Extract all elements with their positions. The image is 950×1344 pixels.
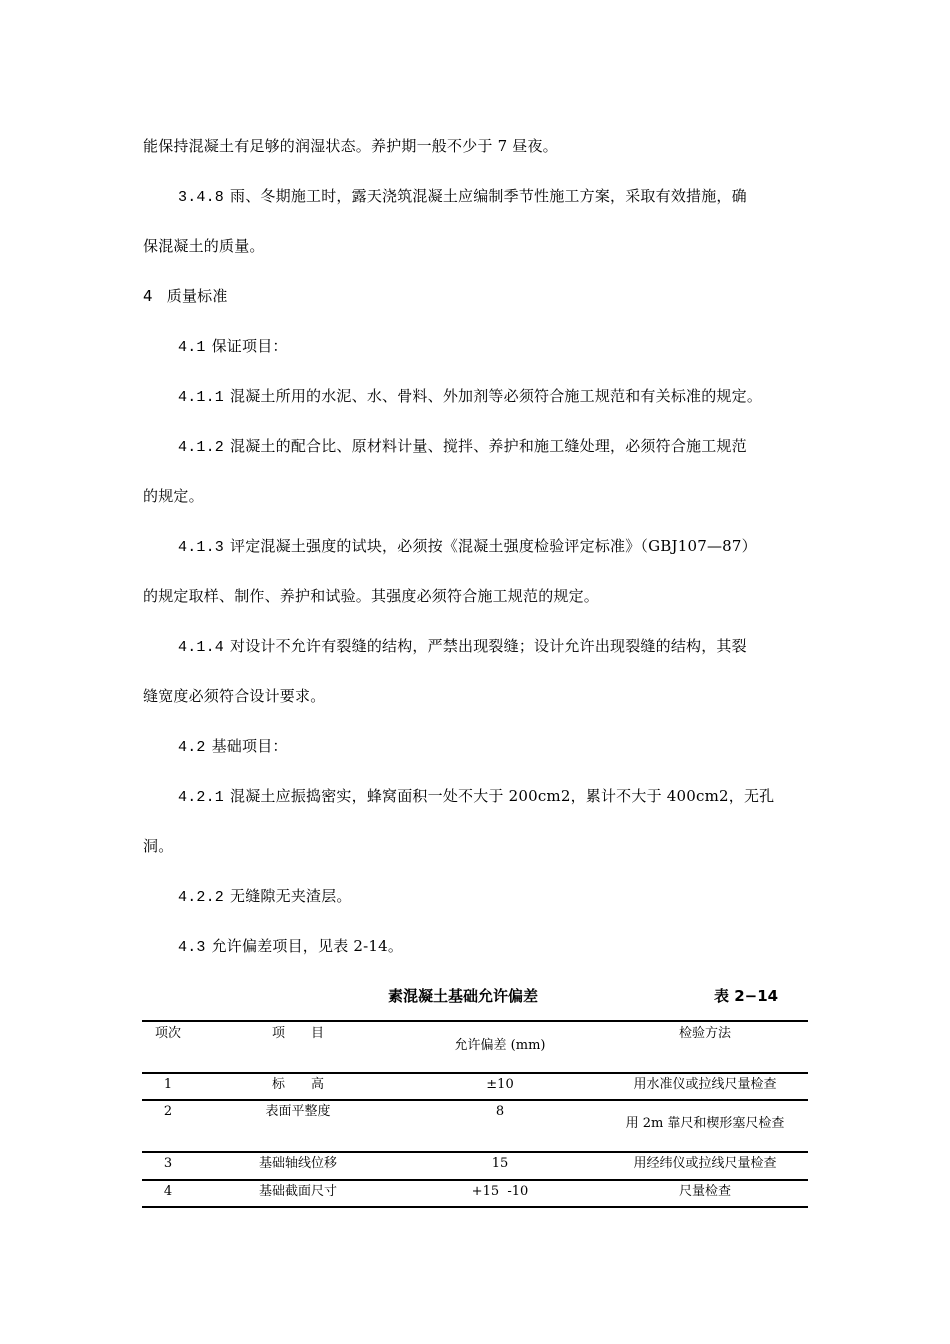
row-tolerance: 15	[491, 1156, 509, 1171]
row-index: 1	[163, 1077, 173, 1092]
paragraph-line: 的规定取样、制作、养护和试验。其强度必须符合施工规范的规定。	[143, 587, 600, 605]
table-header-rule	[142, 1072, 808, 1074]
row-tolerance: +15 -10	[471, 1184, 529, 1199]
paragraph-text: 对设计不允许有裂缝的结构，严禁出现裂缝；设计允许出现裂缝的结构，其裂	[230, 637, 747, 655]
table-title: 素混凝土基础允许偏差	[388, 987, 539, 1005]
paragraph-text: 允许偏差项目，见表 2-14。	[211, 937, 404, 955]
row-item: 标 高	[271, 1077, 324, 1092]
section-title: 基础项目：	[211, 737, 288, 755]
section-number: 4.1.2	[178, 439, 225, 456]
header-method: 检验方法	[678, 1026, 731, 1041]
paragraph-4-1-2	[178, 436, 747, 458]
row-method: 用 2m 靠尺和楔形塞尺检查	[625, 1116, 785, 1131]
section-number: 4.1	[178, 339, 206, 356]
row-item: 表面平整度	[265, 1104, 331, 1119]
row-item: 基础截面尺寸	[258, 1184, 337, 1199]
paragraph-line: 保混凝土的质量。	[143, 237, 265, 255]
row-index: 3	[163, 1156, 173, 1171]
paragraph-line: 洞。	[143, 837, 174, 855]
paragraph-4-2-2	[178, 886, 352, 908]
row-index: 2	[163, 1104, 173, 1119]
row-index: 4	[163, 1184, 173, 1199]
section-title: 质量标准	[166, 287, 228, 305]
paragraph-4-2-1	[178, 786, 774, 808]
row-method: 用经纬仪或拉线尺量检查	[633, 1156, 777, 1171]
table-row-rule	[142, 1179, 808, 1181]
paragraph-text: 雨、冬期施工时，露天浇筑混凝土应编制季节性施工方案，采取有效措施，确	[230, 187, 747, 205]
header-tolerance: 允许偏差 (mm)	[454, 1038, 546, 1053]
section-number: 4.2	[178, 739, 206, 756]
paragraph-4-3	[178, 936, 403, 958]
section-number: 4.3	[178, 939, 206, 956]
section-number: 4.1.1	[178, 389, 225, 406]
paragraph-line: 能保持混凝土有足够的润湿状态。养护期一般不少于 7 昼夜。	[143, 137, 558, 155]
paragraph-3-4-8	[178, 186, 747, 208]
paragraph-text: 评定混凝土强度的试块，必须按《混凝土强度检验评定标准》（GBJ107—87）	[230, 537, 757, 555]
row-method: 尺量检查	[678, 1184, 731, 1199]
section-number: 3.4.8	[178, 189, 225, 206]
section-heading-4	[143, 286, 228, 306]
row-method: 用水准仪或拉线尺量检查	[633, 1077, 777, 1092]
paragraph-4-1-3	[178, 536, 757, 558]
paragraph-4-1-4	[178, 636, 747, 658]
row-tolerance: ±10	[486, 1077, 514, 1092]
section-number: 4.1.3	[178, 539, 225, 556]
section-number: 4	[143, 287, 153, 305]
row-item: 基础轴线位移	[258, 1156, 337, 1171]
row-tolerance: 8	[495, 1104, 505, 1119]
section-number: 4.1.4	[178, 639, 225, 656]
section-number: 4.2.2	[178, 889, 225, 906]
section-title: 保证项目：	[211, 337, 288, 355]
table-top-rule	[142, 1020, 808, 1022]
section-heading-4-1	[178, 336, 288, 358]
table-row-rule	[142, 1151, 808, 1153]
section-heading-4-2	[178, 736, 288, 758]
paragraph-4-1-1	[178, 386, 762, 408]
table-number: 表 2−14	[714, 987, 779, 1005]
paragraph-text: 无缝隙无夹渣层。	[230, 887, 352, 905]
paragraph-line: 缝宽度必须符合设计要求。	[143, 687, 326, 705]
header-item: 项 目	[271, 1026, 324, 1041]
paragraph-text: 混凝土应振捣密实，蜂窝面积一处不大于 200cm2，累计不大于 400cm2，无孔	[230, 787, 775, 805]
paragraph-line: 的规定。	[143, 487, 204, 505]
header-item-no: 项次	[154, 1026, 181, 1041]
paragraph-text: 混凝土的配合比、原材料计量、搅拌、养护和施工缝处理，必须符合施工规范	[230, 437, 747, 455]
table-bottom-rule	[142, 1206, 808, 1208]
paragraph-text: 混凝土所用的水泥、水、骨料、外加剂等必须符合施工规范和有关标准的规定。	[230, 387, 763, 405]
section-number: 4.2.1	[178, 789, 225, 806]
table-row-rule	[142, 1099, 808, 1101]
